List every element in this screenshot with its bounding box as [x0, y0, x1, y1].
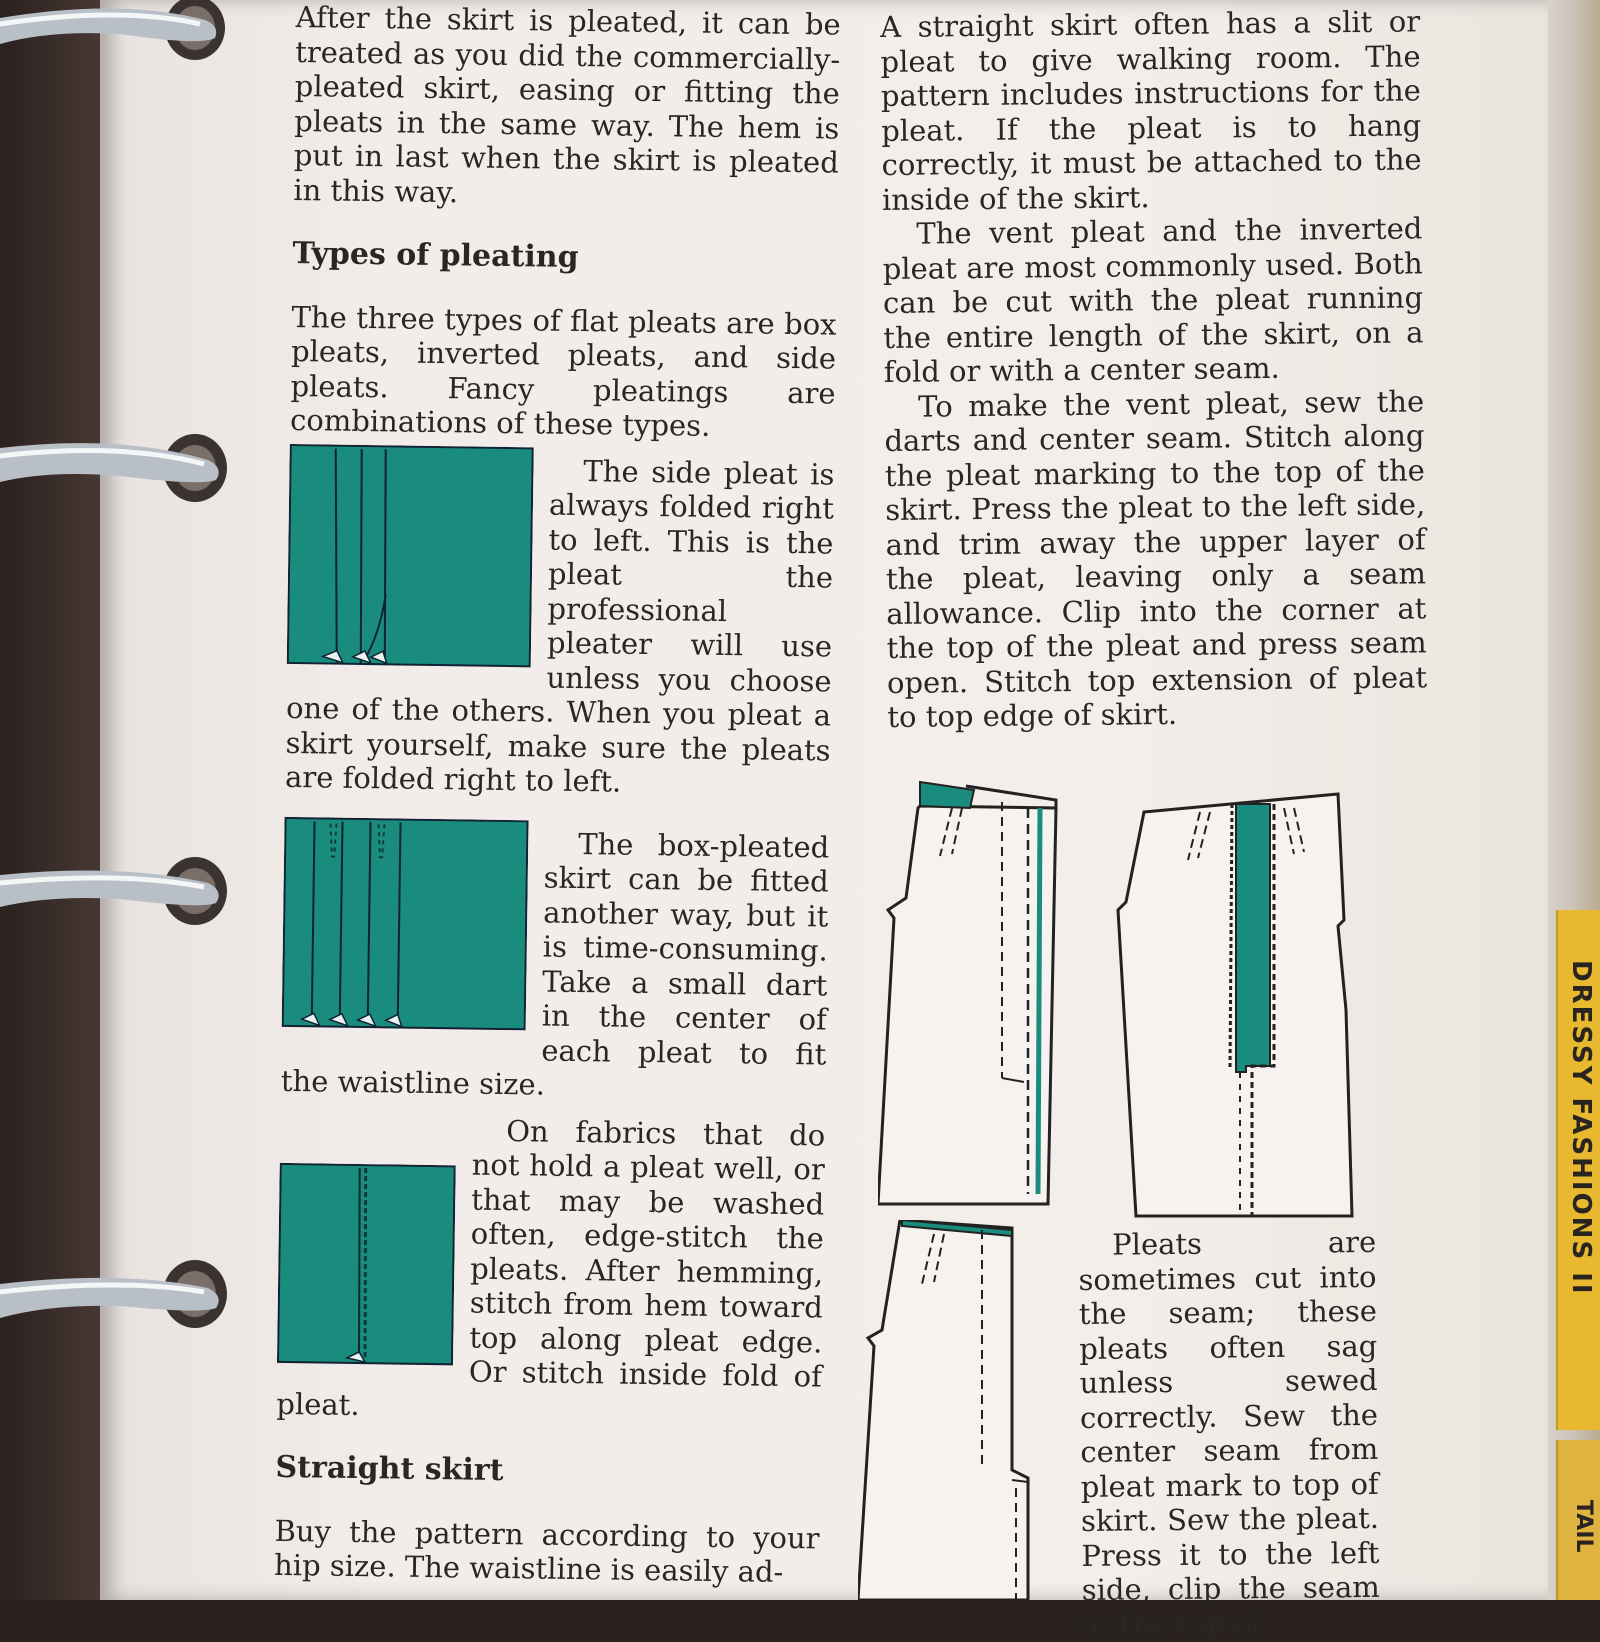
- box-pleat-figure: [282, 816, 529, 1031]
- seam-pleat-skirt-diagram-icon: [858, 1220, 1038, 1600]
- lower-section-tab-label: TAIL: [1571, 1500, 1596, 1553]
- vent-inverted-paragraph: The vent pleat and the inverted pleat are most commonly used. Both can be cut with the pleat running the entire length of the skirt, on a fold or with a center seam.: [882, 211, 1424, 389]
- side-pleat-swatch-icon: [287, 443, 534, 668]
- section-tab-label: DRESSY FASHIONS II: [1566, 960, 1596, 1296]
- vent-pleat-skirt-diagram-icon: [878, 778, 1068, 1210]
- heading-types-of-pleating: Types of pleating: [292, 235, 579, 275]
- binder-ring-icon: [0, 845, 240, 935]
- left-text-column: [274, 0, 841, 1590]
- edge-stitched-pleat-swatch-icon: [277, 1162, 456, 1366]
- box-pleat-paragraph: The box-pleated skirt can be fitted another way, but it is time-consuming. Take a small dart in the center of each pleat to fit the waistline size.: [280, 826, 830, 1102]
- seam-pleat-note: [1078, 1225, 1380, 1642]
- straight-skirt-paragraph: Buy the pattern according to your hip size. The waistline is easily ad-: [273, 1513, 820, 1589]
- side-pleat-figure: [287, 443, 534, 668]
- heading-straight-skirt: Straight skirt: [275, 1449, 504, 1489]
- binder-ring-icon: [0, 0, 240, 80]
- vent-steps-paragraph: To make the vent pleat, sew the darts and center seam. Stitch along the pleat marking to the top of the skirt. Press the pleat to the left side, and trim away the upper layer of the pleat, leaving only a seam allowance. Clip into the corner at the top of the pleat and press seam open. Stitch top extension of pleat to top edge of skirt.: [884, 383, 1428, 734]
- edge-stitch-paragraph: On fabrics that do not hold a pleat well, or that may be washed often, edge-stitch the pleats. After hemming, stitch from hem toward top along pleat edge. Or stitch inside fold of pleat.: [276, 1113, 826, 1422]
- types-paragraph: The three types of flat pleats are box pleats, inverted pleats, and side pleats. Fancy pleatings are combinations of these types.: [289, 299, 837, 443]
- binder-spine: [0, 0, 110, 1600]
- side-pleat-paragraph: The side pleat is always folded right to left. This is the pleat the professional pleater will use unless you choose one of the others. When you pleat a skirt yourself, make sure the pleats are folded right to left.: [284, 453, 835, 799]
- slit-paragraph: A straight skirt often has a slit or pleat to give walking room. The pattern includes instructions for the pleat. If the pleat is to hang correctly, it must be attached to the inside of the skirt.: [880, 4, 1422, 217]
- binder-ring-icon: [0, 1250, 240, 1340]
- binder-ring-icon: [0, 420, 240, 510]
- edge-stitched-pleat-figure: [277, 1162, 456, 1366]
- right-text-column: [880, 4, 1428, 734]
- intro-paragraph: After the skirt is pleated, it can be treated as you did the commercially-pleated skirt, easing or fitting the pleats in the same way. The hem is put in last when the skirt is pleated in this way.: [293, 0, 841, 209]
- seam-pleat-paragraph: Pleats are sometimes cut into the seam; these pleats often sag unless sewed correctly. Sew the center seam from pleat mark to top of skirt. Sew the pleat. Press it to the left side, clip the seam at the top of: [1078, 1224, 1380, 1642]
- box-pleat-swatch-icon: [282, 816, 529, 1031]
- vent-pleat-skirt-inside-diagram-icon: [1108, 790, 1368, 1220]
